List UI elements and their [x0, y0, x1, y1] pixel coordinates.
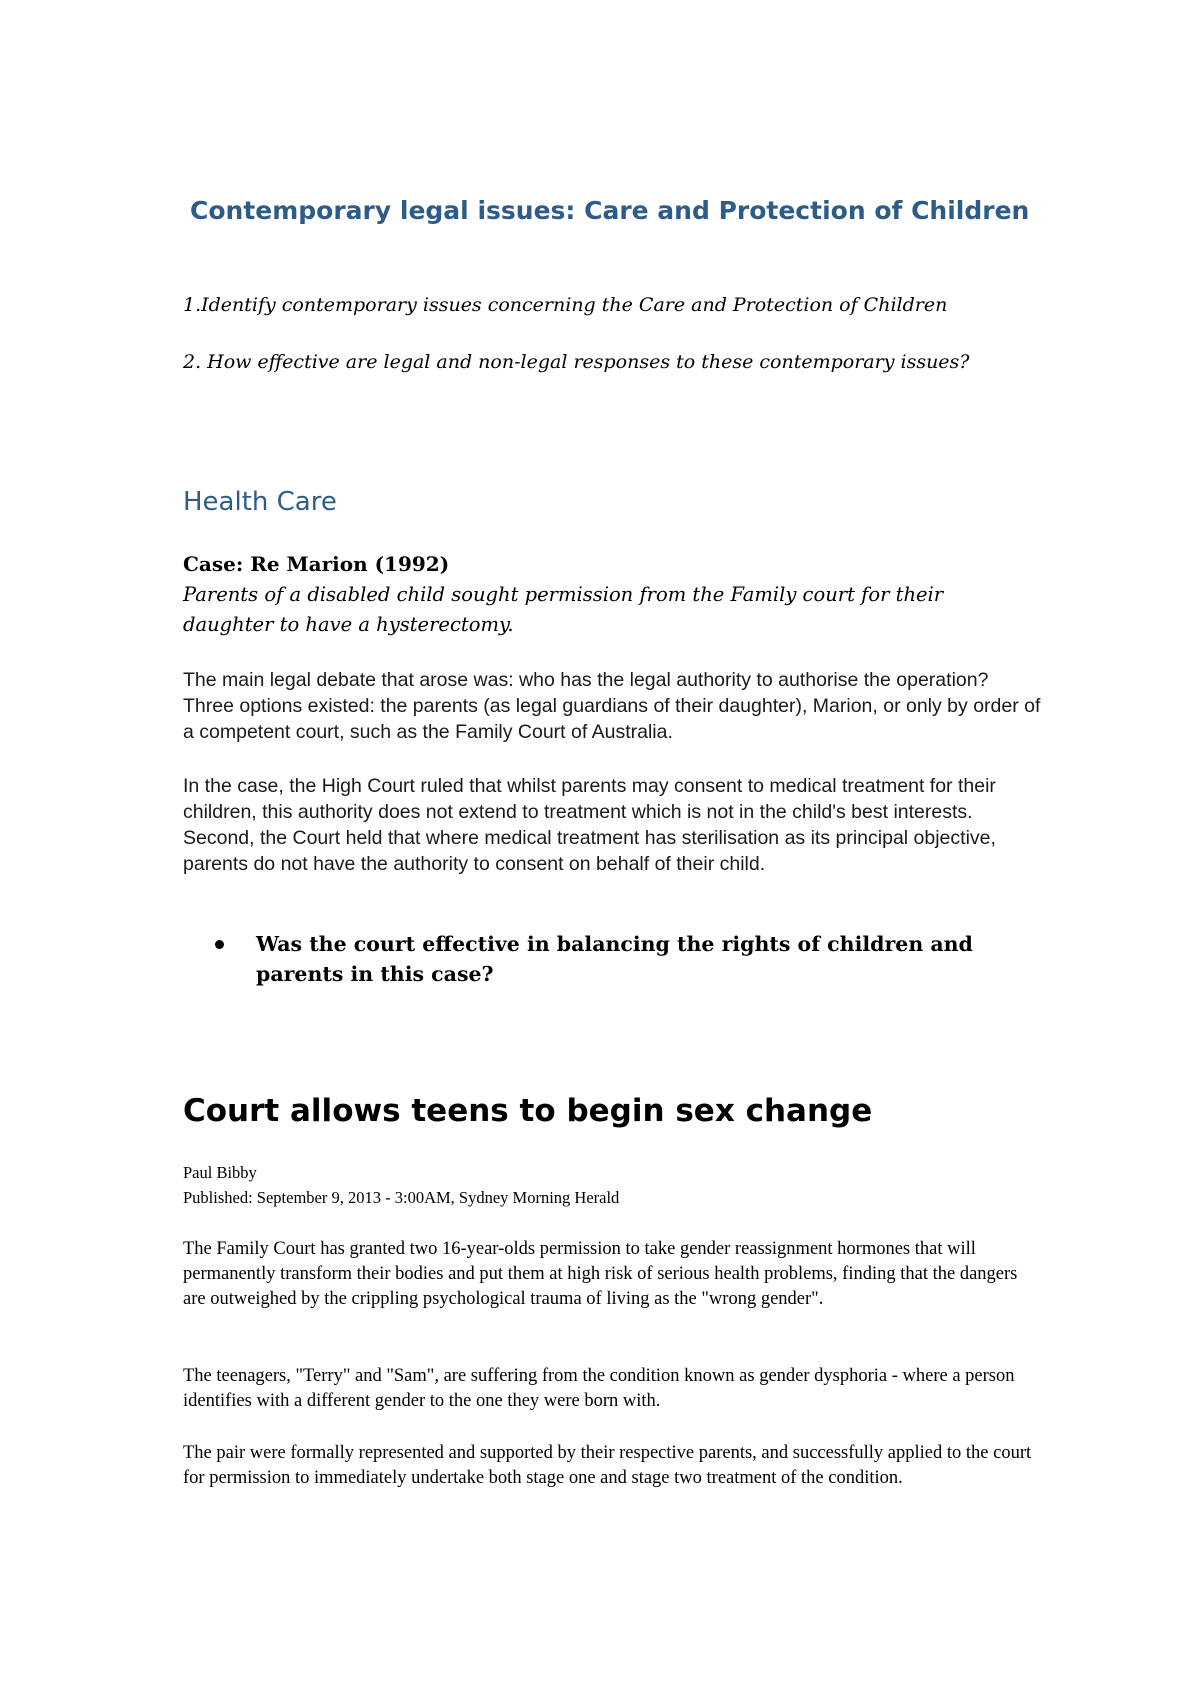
article-paragraph: The teenagers, "Terry" and "Sam", are suffering from the condition known as gender dysphoria - where a person identifies with a different gender to the one they were born with. [183, 1366, 1015, 1411]
body-paragraph: The main legal debate that arose was: who has the legal authority to authorise the operation? Three options existed: the parents (as legal guardians of their daughter), Marion, or only by order of a competent court, such as the Family Court of Australia. [183, 669, 1041, 743]
case-title: Case: Re Marion (1992) [183, 552, 450, 576]
article-paragraph: The pair were formally represented and supported by their respective parents, and successfully applied to the court for permission to immediately undertake both stage one and stage two treatment of the condition. [183, 1443, 1032, 1488]
body-paragraph: In the case, the High Court ruled that whilst parents may consent to medical treatment for their children, this authority does not extend to treatment which is not in the child's best interests. Second, the Court held that where medical treatment has sterilisation as its principal objective, parents do not have the authority to consent on behalf of their child. [183, 775, 996, 875]
question-1: 1.Identify contemporary issues concerning the Care and Protection of Children [183, 294, 948, 316]
question-2: 2. How effective are legal and non-legal responses to these contemporary issues? [183, 351, 970, 373]
bullet-question-text: Was the court effective in balancing the rights of children and parents in this case? [256, 932, 973, 986]
case-summary: Parents of a disabled child sought permission from the Family court for their daughter to have a hysterectomy. [183, 583, 944, 636]
article-paragraph: The Family Court has granted two 16-year-olds permission to take gender reassignment hormones that will permanently transform their bodies and put them at high risk of serious health problems, finding that the dangers are outweighed by the crippling psychological trauma of living as the "wrong gender". [183, 1239, 1018, 1309]
document-title: Contemporary legal issues: Care and Protection of Children [190, 196, 1030, 225]
bullet-dot-icon [215, 940, 224, 949]
section-heading-health-care: Health Care [183, 487, 337, 517]
article-published: Published: September 9, 2013 - 3:00AM, Sydney Morning Herald [183, 1188, 620, 1207]
article-author: Paul Bibby [183, 1163, 257, 1182]
article-headline: Court allows teens to begin sex change [183, 1093, 873, 1129]
